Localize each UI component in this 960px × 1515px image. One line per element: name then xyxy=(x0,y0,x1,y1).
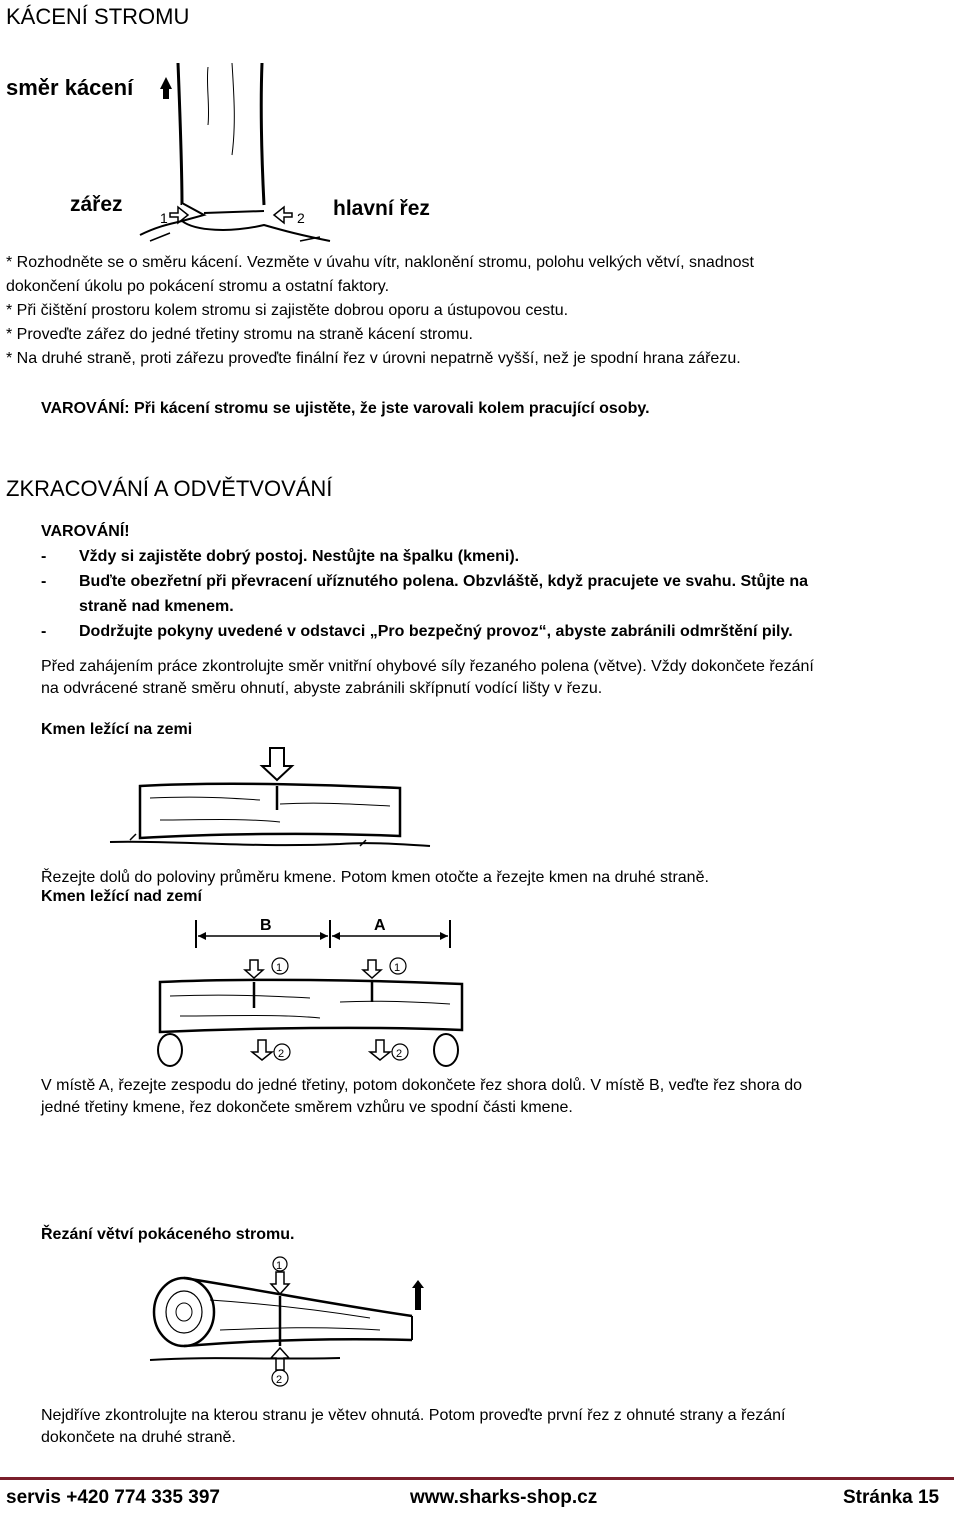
ground-line xyxy=(110,842,430,846)
section-title-bucking: ZKRACOVÁNÍ A ODVĚTVOVÁNÍ xyxy=(6,476,333,501)
svg-text:2: 2 xyxy=(276,1374,283,1386)
support-right xyxy=(434,1034,458,1066)
support-left xyxy=(158,1034,182,1066)
raised-log-heading: Kmen ležící nad zemí xyxy=(41,888,202,905)
down-arrow-icon xyxy=(262,748,292,780)
footer-page-number: Stránka 15 xyxy=(843,1487,940,1508)
down-arrow-icon xyxy=(271,1272,289,1294)
down-arrow-icon xyxy=(245,960,263,978)
branch-cutting-diagram xyxy=(150,1260,440,1390)
direction-arrow-icon xyxy=(160,77,172,99)
warning-bullet: - Dodržujte pokyny uvedené v odstavci „Pro bezpečný provoz“, abyste zabránili odmrštění pily. xyxy=(41,623,793,640)
warning-bullet: - Buďte obezřetní při převracení uříznutého polena. Obzvláště, když pracujete ve svahu. Stůjte na xyxy=(41,573,809,590)
raised-log-text: V místě A, řezejte zespodu do jedné třetiny, potom dokončete řez shora dolů. V místě B, veďte řez shora do jedné třetiny kmene, řez dokončete směrem vzhůru ve spodní části kmene. xyxy=(41,1077,803,1116)
page-title: KÁCENÍ STROMU xyxy=(6,4,190,29)
down-arrow-icon xyxy=(363,960,381,978)
main-cut-line xyxy=(204,211,264,213)
footer-rule xyxy=(0,1477,954,1480)
trunk-right-edge xyxy=(261,63,264,205)
tree-felling-diagram xyxy=(0,55,470,245)
main-cut-arrow-icon xyxy=(274,207,292,223)
warning-heading: VAROVÁNÍ! xyxy=(41,523,130,540)
up-arrow-icon xyxy=(252,1040,272,1060)
bucking-intro: Před zahájením práce zkontrolujte směr vnitřní ohybové síly řezaného polena (větve). Vždy dokončete řezání na odvrácené straně směru ohnutí, abyste zabránili skřípnutí vodící lišty v řezu. xyxy=(41,658,814,697)
direction-label: směr kácení xyxy=(6,75,134,100)
notch-label: zářez xyxy=(70,193,123,216)
ground-log-diagram xyxy=(110,740,430,860)
felling-warning: VAROVÁNÍ: Při kácení stromu se ujistěte, že jste varovali kolem pracující osoby. xyxy=(41,400,650,417)
warning-bullet: - Vždy si zajistěte dobrý postoj. Nestůjte na špalku (kmeni). xyxy=(41,548,520,565)
svg-text:1: 1 xyxy=(276,962,283,974)
svg-text:1: 1 xyxy=(160,210,168,226)
svg-text:1: 1 xyxy=(276,1260,283,1272)
svg-text:B: B xyxy=(260,917,272,934)
ground-log-text: Řezejte dolů do poloviny průměru kmene. Potom kmen otočte a řezejte kmen na druhé straně. xyxy=(41,869,709,886)
log-outline xyxy=(140,784,400,838)
svg-text:A: A xyxy=(374,917,386,934)
ground-log-heading: Kmen ležící na zemi xyxy=(41,721,193,738)
up-arrow-icon xyxy=(370,1040,390,1060)
branch-text: Nejdříve zkontrolujte na kterou stranu je větev ohnutá. Potom proveďte první řez z ohnuté strany a řezání dokončete na druhé straně. xyxy=(41,1407,786,1446)
bend-arrow-icon xyxy=(412,1280,424,1310)
felling-instructions: * Rozhodněte se o směru kácení. Vezměte v úvahu vítr, naklonění stromu, polohu velkých větví, snadnost dokončení úkolu po pokácení stromu a ostatní faktory. * Při čištění prostoru kolem stromu si zajistěte dobrou oporu a ústupovou cestu. * Proveďte zářez do jedné třetiny stromu na straně kácení stromu. * Na druhé straně, proti zářezu proveďte finální řez v úrovni nepatrně vyšší, než je spodní hrana zářezu. xyxy=(6,254,754,367)
main-cut-label: hlavní řez xyxy=(333,197,430,220)
bucking-warning-list: VAROVÁNÍ! - Vždy si zajistěte dobrý postoj. Nestůjte na špalku (kmeni). - Buďte obezřetní při převracení uříznutého polena. Obzvláště, když pracujete ve svahu. Stůjte na straně nad kmenem. - Dodržujte pokyny uvedené v odstavci „Pro bezpečný provoz“, abyste zabránili odmrštění pily. xyxy=(41,519,951,644)
svg-text:2: 2 xyxy=(396,1048,403,1060)
svg-text:1: 1 xyxy=(394,962,401,974)
log-end xyxy=(154,1278,214,1346)
raised-log-diagram xyxy=(150,912,470,1072)
footer-service: servis +420 774 335 397 xyxy=(6,1487,220,1508)
trunk-left-edge xyxy=(178,63,182,205)
svg-text:2: 2 xyxy=(278,1048,285,1060)
log-outline xyxy=(160,980,462,1032)
svg-text:2: 2 xyxy=(297,210,305,226)
footer-website[interactable]: www.sharks-shop.cz xyxy=(410,1487,598,1508)
branch-heading: Řezání větví pokáceného stromu. xyxy=(41,1226,295,1243)
